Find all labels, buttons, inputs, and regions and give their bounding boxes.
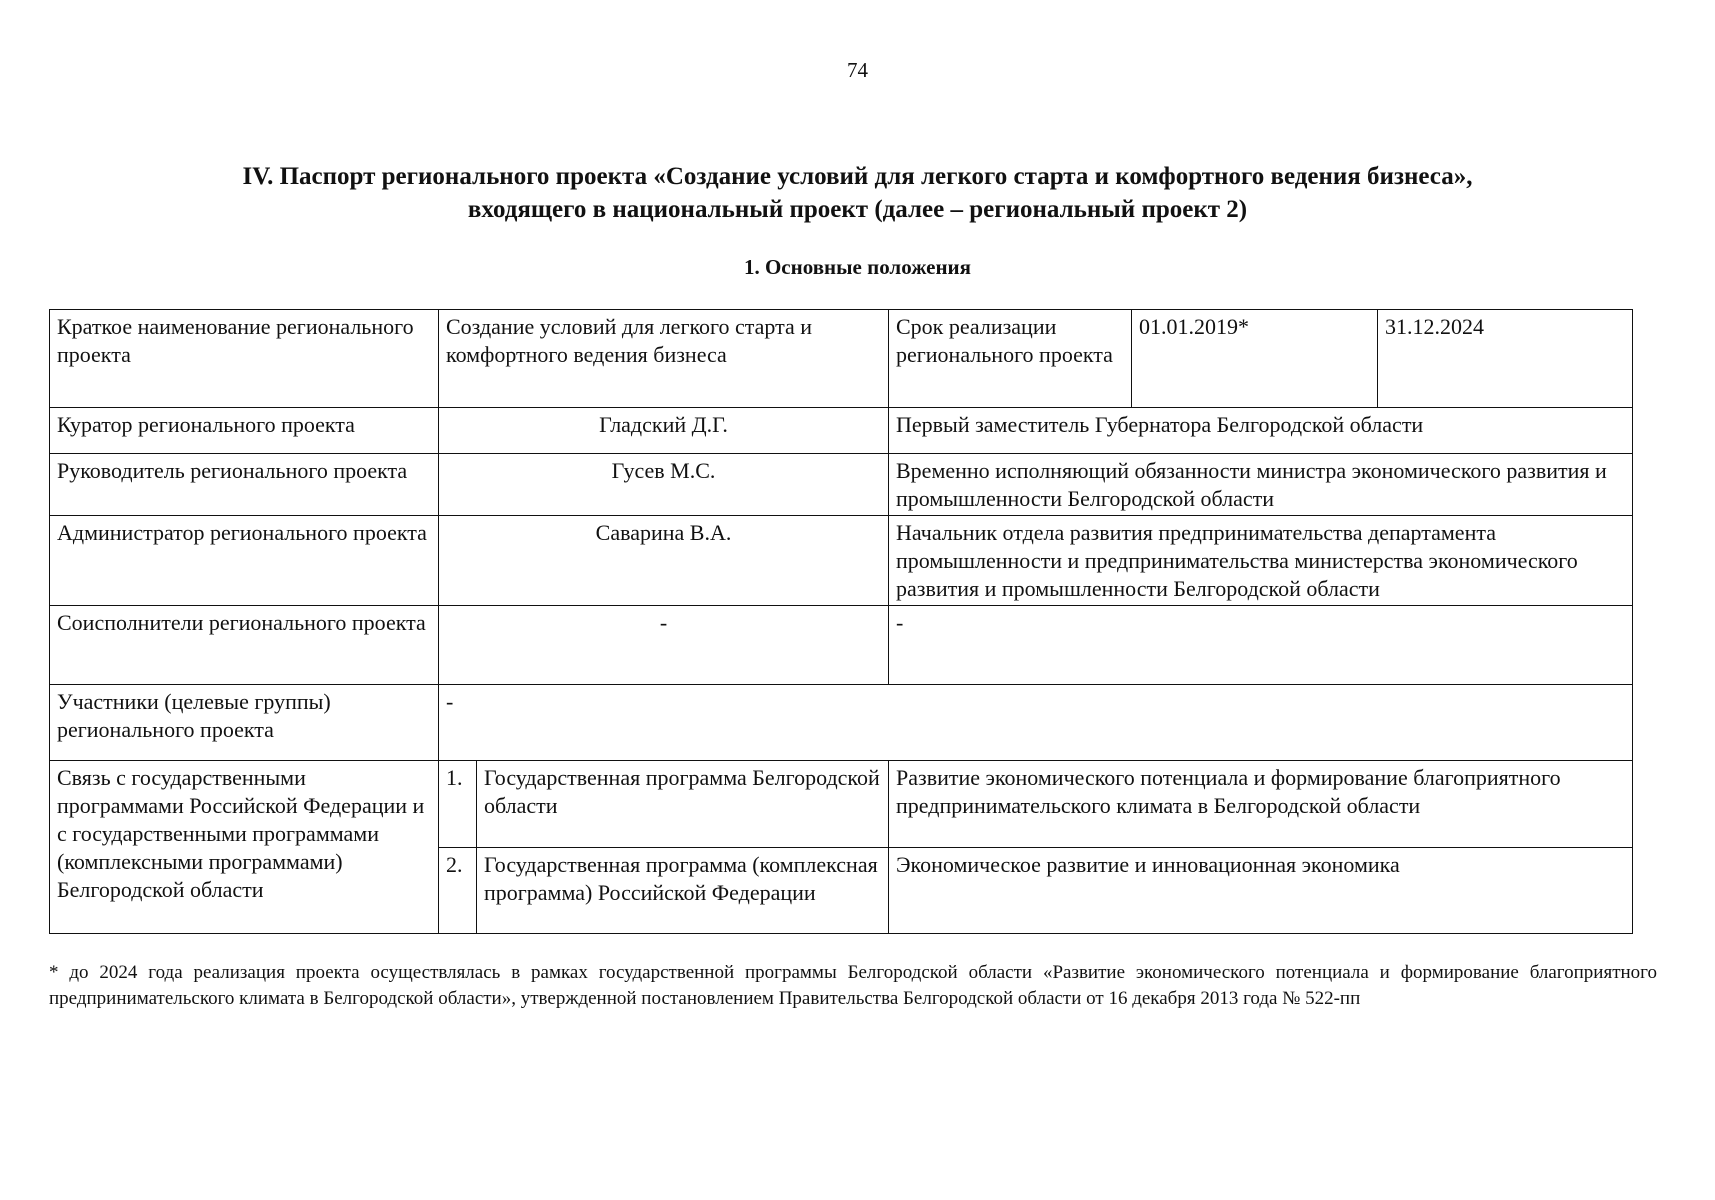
table-row-curator: [50, 408, 1633, 454]
curator-name: Гладский Д.Г.: [439, 408, 889, 454]
program-name: Экономическое развитие и инновационная экономика: [889, 848, 1633, 934]
program-type: Государственная программа (комплексная программа) Российской Федерации: [477, 848, 889, 934]
period-start: 01.01.2019*: [1132, 310, 1378, 408]
participants-label: Участники (целевые группы) регионального проекта: [50, 685, 439, 761]
period-end: 31.12.2024: [1378, 310, 1633, 408]
page-number: 74: [847, 58, 868, 82]
table-row-co-executors: [50, 606, 1633, 685]
program-number: 1.: [439, 761, 477, 848]
program-name: Развитие экономического потенциала и формирование благоприятного предпринимательского климата в Белгородской области: [889, 761, 1633, 848]
short-name-label: Краткое наименование регионального проекта: [50, 310, 439, 408]
head-name: Гусев М.С.: [439, 454, 889, 516]
footnote: * до 2024 года реализация проекта осуществлялась в рамках государственной программы Белгородской области «Развитие экономического потенциала и формирование благоприятного предпринимательского климата в Белгородской области», утвержденной постановлением Правительства Белгородской области от 16 декабря 2013 года № 522-пп: [49, 962, 1657, 1009]
passport-table: [49, 309, 1633, 934]
administrator-label: Администратор регионального проекта: [50, 516, 439, 606]
administrator-name: Саварина В.А.: [439, 516, 889, 606]
table-row-head: [50, 454, 1633, 516]
table-row-short-name: [50, 310, 1633, 408]
participants-value: -: [439, 685, 1633, 761]
head-position: Временно исполняющий обязанности министра экономического развития и промышленности Белгородской области: [889, 454, 1633, 516]
table-row-administrator: [50, 516, 1633, 606]
co-executors-name: -: [439, 606, 889, 685]
document-title: [0, 160, 1715, 226]
programs-label: Связь с государственными программами Российской Федерации и с государственными программами (комплексными программами) Белгородской области: [50, 761, 439, 934]
head-label: Руководитель регионального проекта: [50, 454, 439, 516]
administrator-position: Начальник отдела развития предпринимательства департамента промышленности и предпринимательства министерства экономического развития и промышленности Белгородской области: [889, 516, 1633, 606]
short-name-value: Создание условий для легкого старта и комфортного ведения бизнеса: [439, 310, 889, 408]
co-executors-label: Соисполнители регионального проекта: [50, 606, 439, 685]
curator-position: Первый заместитель Губернатора Белгородской области: [889, 408, 1633, 454]
program-number: 2.: [439, 848, 477, 934]
table-row-participants: [50, 685, 1633, 761]
document-title-line-1: IV. Паспорт регионального проекта «Создание условий для легкого старта и комфортного ведения бизнеса»,: [242, 163, 1473, 190]
document-title-line-2: входящего в национальный проект (далее – региональный проект 2): [467, 196, 1248, 223]
curator-label: Куратор регионального проекта: [50, 408, 439, 454]
table-row-program-1: [50, 761, 1633, 848]
period-label: Срок реализации регионального проекта: [889, 310, 1132, 408]
program-type: Государственная программа Белгородской области: [477, 761, 889, 848]
section-title: 1. Основные положения: [743, 255, 972, 279]
co-executors-position: -: [889, 606, 1633, 685]
